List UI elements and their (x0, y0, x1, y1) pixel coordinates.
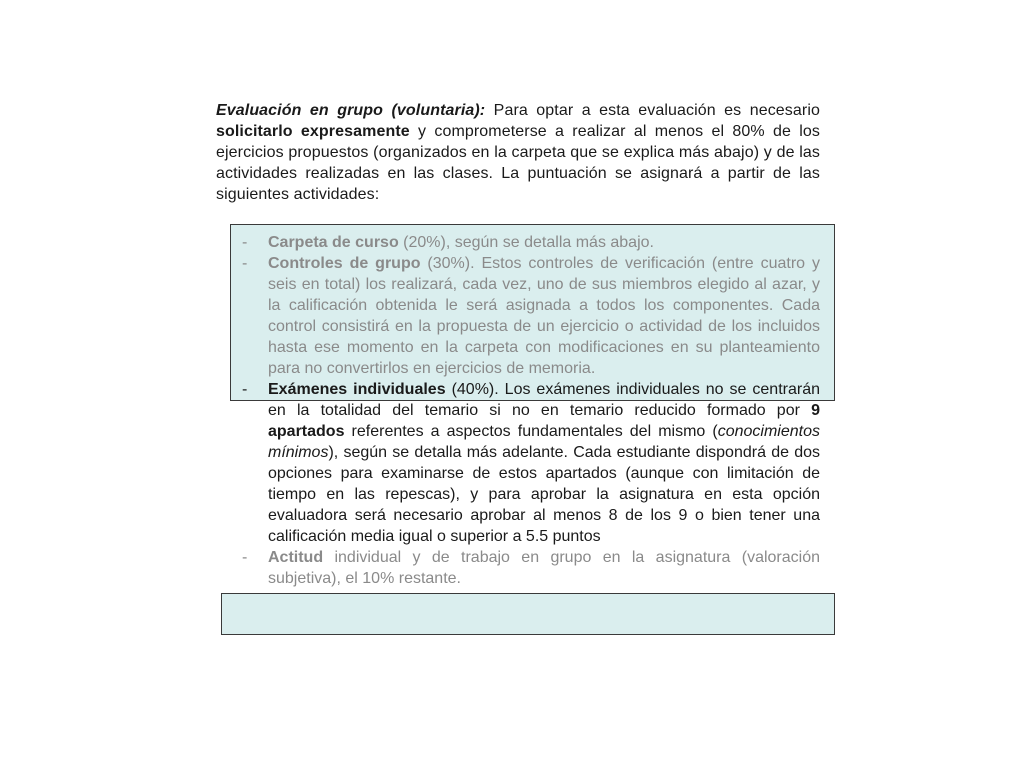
item-name: Actitud (268, 549, 324, 566)
item-name: Exámenes individuales (268, 381, 446, 398)
item-name: Controles de grupo (268, 255, 421, 272)
item-text: (20%), según se detalla más abajo. (398, 234, 654, 251)
item-text-1: (40%). Los exámenes individuales no se centrarán en la totalidad del temario si no en temario reducido formado por (268, 381, 821, 419)
intro-paragraph (216, 100, 820, 205)
item-text: individual y de trabajo en grupo en la asignatura (valoración subjetiva), el 10% restante. (268, 549, 820, 587)
list-dash: - (242, 234, 248, 251)
list-dash: - (242, 549, 248, 566)
item-text: (30%). Estos controles de verificación (entre cuatro y seis en total) los realizará, cada vez, uno de sus miembros elegido al azar, y la calificación obtenida le será asignada a todos los componentes. Cada control consistirá en la propuesta de un ejercicio o actividad de los incluidos hasta ese momento en la carpeta con modificaciones en su planteamiento para no convertirlos en ejercicios de memoria. (268, 255, 820, 377)
item-bold: 9 apartados (268, 402, 820, 440)
list-dash: - (242, 381, 248, 398)
intro-text-1: Para optar a esta evaluación es necesario (485, 102, 820, 119)
intro-title: Evaluación en grupo (voluntaria): (216, 102, 486, 119)
activity-list (238, 232, 820, 589)
item-name: Carpeta de curso (268, 234, 399, 251)
intro-text-2: y comprometerse a realizar al menos el 80% de los ejercicios propuestos (organizados en la carpeta que se explica más abajo) y de las actividades realizadas en las clases. La puntuación se asignará a partir de las siguientes actividades: (216, 123, 820, 203)
list-item-examenes (238, 379, 820, 547)
highlight-box-actitud (221, 593, 835, 635)
list-item-controles (238, 253, 820, 379)
item-text-2: referentes a aspectos fundamentales del mismo ( (344, 423, 718, 440)
item-text-3: ), según se detalla más adelante. Cada estudiante dispondrá de dos opciones para examinarse de estos apartados (aunque con limitación de tiempo en las repescas), y para aprobar la asignatura en esta opción evaluadora será necesario aprobar al menos 8 de los 9 o bien tener una calificación media igual o superior a 5.5 puntos (268, 444, 820, 545)
item-italic: conocimientos mínimos (268, 423, 820, 461)
intro-bold: solicitarlo expresamente (216, 123, 410, 140)
list-item-carpeta (238, 232, 820, 253)
list-item-actitud (238, 547, 820, 589)
list-dash: - (242, 255, 248, 272)
